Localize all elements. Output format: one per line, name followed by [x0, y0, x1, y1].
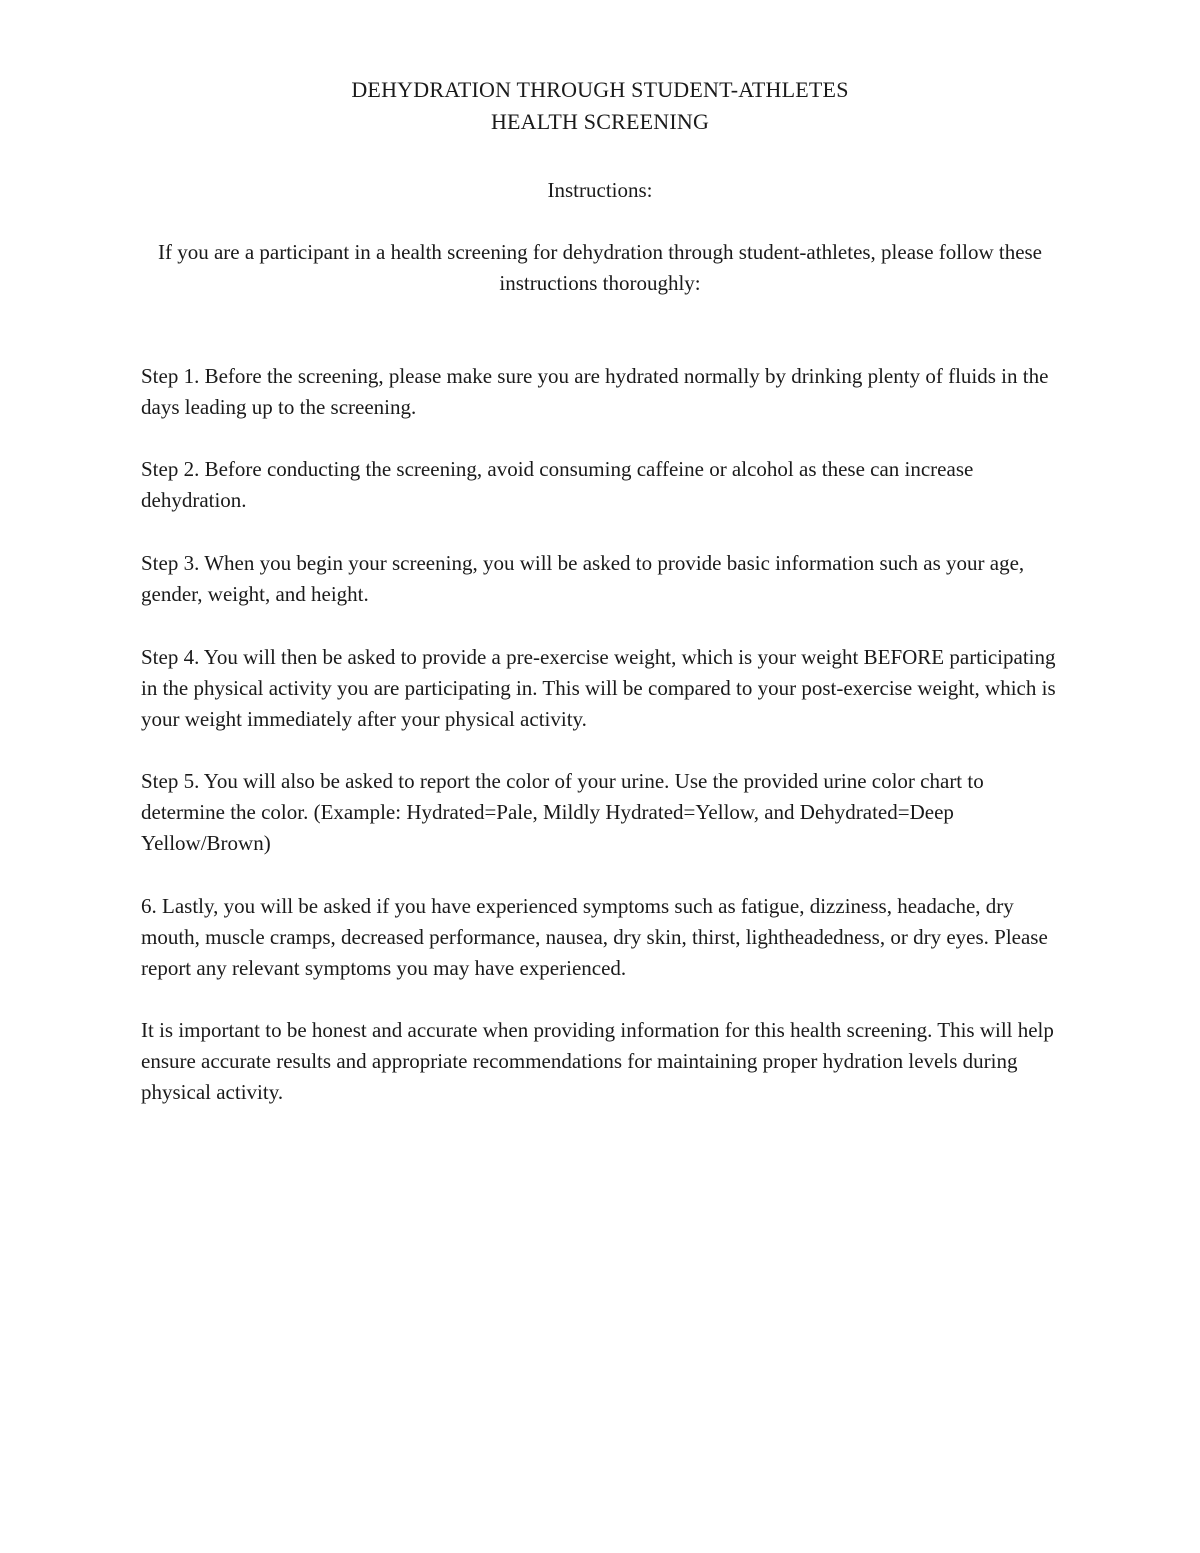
step-5-paragraph: Step 5. You will also be asked to report the color of your urine. Use the provided urine color chart to determine the color. (Example: Hydrated=Pale, Mildly Hydrated=Yellow, and Dehydrated=Deep Yellow/Brown): [141, 769, 984, 855]
step-2-paragraph: Step 2. Before conducting the screening, avoid consuming caffeine or alcohol as these can increase dehydration.: [141, 457, 974, 512]
step-1-paragraph: Step 1. Before the screening, please make sure you are hydrated normally by drinking plenty of fluids in the days leading up to the screening.: [141, 364, 1049, 419]
closing-paragraph: It is important to be honest and accurate when providing information for this health screening. This will help ensure accurate results and appropriate recommendations for maintaining proper hydration levels during physical activity.: [141, 1018, 1054, 1104]
intro-paragraph: If you are a participant in a health screening for dehydration through student-athletes, please follow these instructions thoroughly:: [157, 240, 1043, 295]
document-title: [0, 74, 1200, 138]
step-6-paragraph: 6. Lastly, you will be asked if you have experienced symptoms such as fatigue, dizziness, headache, dry mouth, muscle cramps, decreased performance, nausea, dry skin, thirst, lightheadedness, or dry eyes. Please report any relevant symptoms you may have experienced.: [141, 894, 1048, 980]
step-3-paragraph: Step 3. When you begin your screening, you will be asked to provide basic information such as your age, gender, weight, and height.: [141, 551, 1025, 606]
title-line-2: HEALTH SCREENING: [490, 109, 710, 134]
instructions-heading: Instructions:: [547, 178, 653, 202]
title-line-1: DEHYDRATION THROUGH STUDENT-ATHLETES: [351, 77, 849, 102]
step-4-paragraph: Step 4. You will then be asked to provide a pre-exercise weight, which is your weight BEFORE participating in the physical activity you are participating in. This will be compared to your post-exercise weight, which is your weight immediately after your physical activity.: [141, 645, 1056, 731]
